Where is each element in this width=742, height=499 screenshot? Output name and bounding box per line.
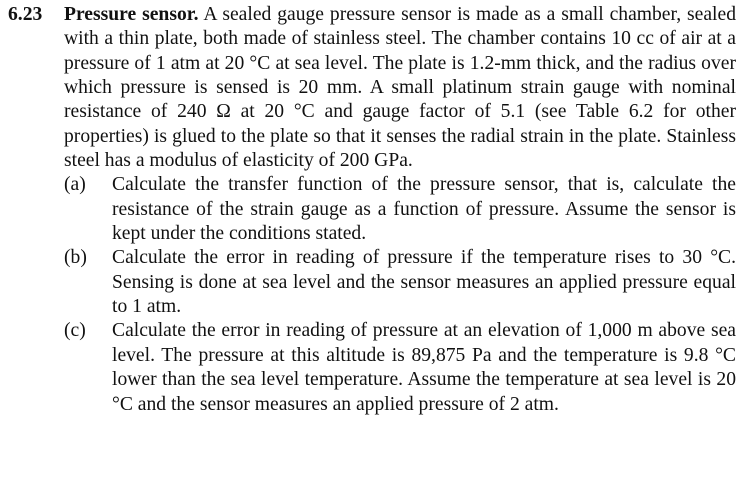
problem-6-23	[8, 3, 736, 417]
problem-header	[8, 3, 736, 173]
part-c-label: (c)	[64, 320, 86, 342]
part-c-text: Calculate the error in reading of pressure at an elevation of 1,000 m above sea level. The pressure at this altitude is 89,875 Pa and the temperature is 9.8 °C lower than the sea level temperature. Assume the temperature at sea level is 20 °C and the sensor measures an applied pressure of 2 atm.	[112, 320, 736, 415]
problem-body	[64, 3, 736, 173]
problem-parts	[64, 173, 736, 416]
part-c	[64, 319, 736, 416]
part-b-label: (b)	[64, 247, 87, 269]
problem-title: Pressure sensor.	[64, 4, 199, 25]
part-a	[64, 173, 736, 246]
part-a-text: Calculate the transfer function of the pressure sensor, that is, calculate the resistance of the strain gauge as a function of pressure. Assume the sensor is kept under the conditions stated.	[112, 174, 736, 245]
part-a-label: (a)	[64, 174, 86, 196]
part-b	[64, 246, 736, 319]
problem-statement: A sealed gauge pressure sensor is made as a small chamber, sealed with a thin plate, both made of stainless steel. The chamber contains 10 cc of air at a pressure of 1 atm at 20 °C at sea level. The plate is 1.2-mm thick, and the radius over which pressure is sensed is 20 mm. A small platinum strain gauge with nominal resistance of 240 Ω at 20 °C and gauge factor of 5.1 (see Table 6.2 for other properties) is glued to the plate so that it senses the radial strain in the plate. Stainless steel has a modulus of elasticity of 200 GPa.	[64, 4, 736, 172]
part-b-text: Calculate the error in reading of pressure if the temperature rises to 30 °C. Sensing is done at sea level and the sensor measures an applied pressure equal to 1 atm.	[112, 247, 736, 318]
problem-number: 6.23	[8, 4, 43, 25]
